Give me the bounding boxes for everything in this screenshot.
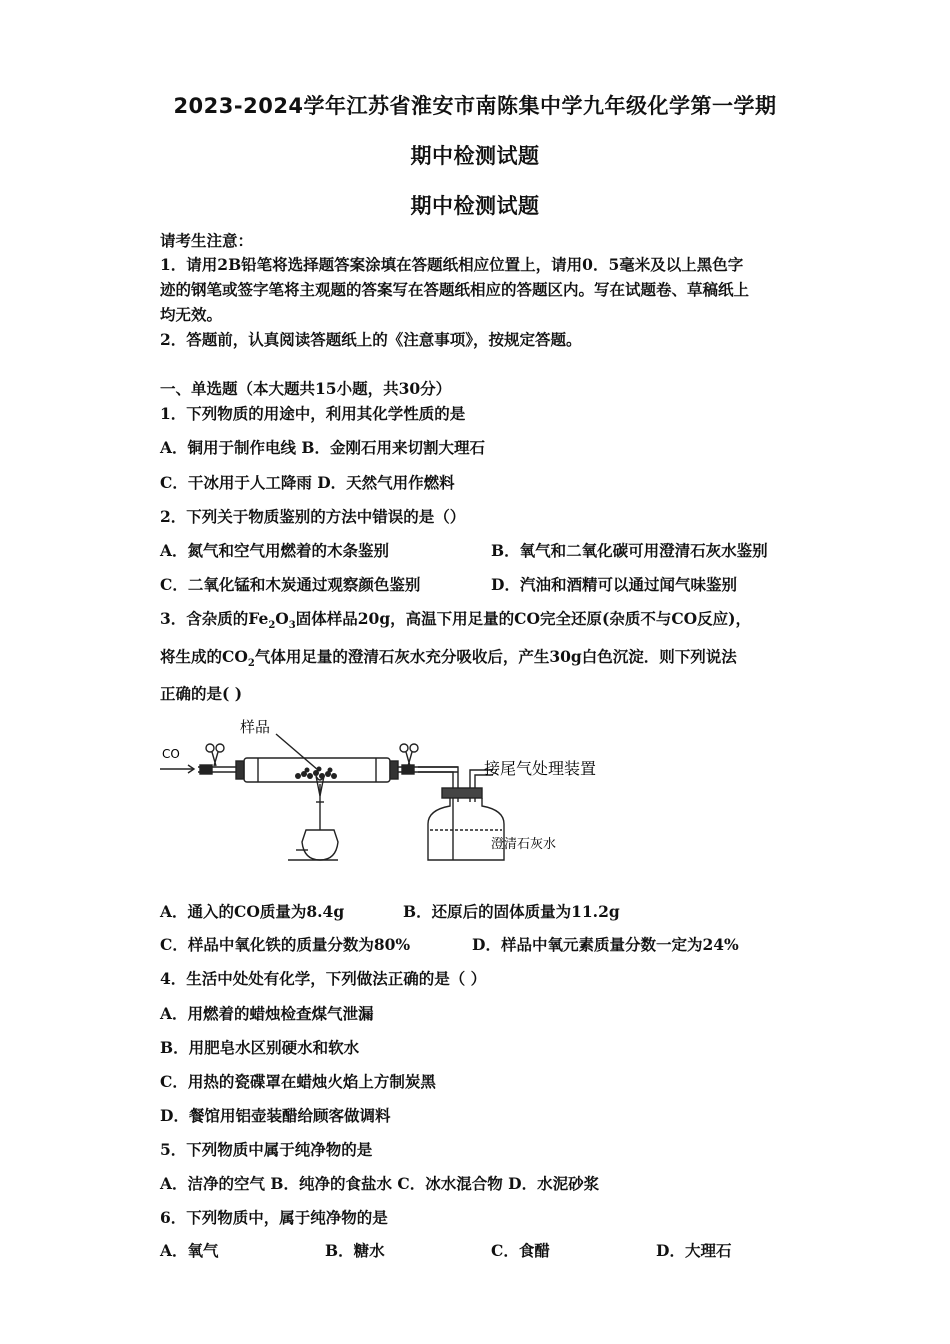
q4-option-d: D．餐馆用铝壶装醋给顾客做调料 (160, 1106, 391, 1125)
q4-option-a: A．用燃着的蜡烛检查煤气泄漏 (160, 1004, 374, 1023)
left-clamp-stopper (200, 765, 212, 774)
q6-option-b: B．糖水 (325, 1241, 385, 1260)
exam-title-line3: 期中检测试题 (410, 194, 540, 218)
q4-option-c: C．用热的瓷碟罩在蜡烛火焰上方制炭黑 (160, 1072, 436, 1091)
q3-stem-line3: 正确的是( ) (160, 684, 243, 703)
q1-options-ab: A．铜用于制作电线 B．金刚石用来切割大理石 (160, 438, 486, 457)
right-clamp-icon (400, 744, 418, 766)
q6-option-c: C．食醋 (491, 1241, 550, 1260)
notice-line-2: 迹的钢笔或签字笔将主观题的答案写在答题纸相应的答题区内。写在试题卷、草稿纸上 (160, 280, 750, 299)
q3-option-a: A．通入的CO质量为8.4g (160, 902, 345, 921)
q3-stem-line1: 3．含杂质的$Fe_2O_3$固体样品20g，高温下用足量的CO完全还原(杂质不与CO反应)， (160, 609, 752, 632)
q2-option-b: B．氧气和二氧化碳可用澄清石灰水鉴别 (491, 541, 768, 560)
co-label: CO (162, 747, 180, 761)
notice-line-4: 2．答题前，认真阅读答题纸上的《注意事项》，按规定答题。 (160, 330, 582, 349)
q3-option-b: B．还原后的固体质量为11.2g (403, 902, 620, 921)
notice-heading: 请考生注意： (160, 231, 254, 250)
exam-title-line2: 期中检测试题 (410, 144, 540, 168)
limewater-label: 澄清石灰水 (491, 837, 557, 852)
tail-gas-label: 接尾气处理装置 (484, 759, 597, 778)
exam-title-line1: 2023-2024学年江苏省淮安市南陈集中学九年级化学第一学期 (173, 94, 777, 118)
left-clamp-icon (206, 744, 224, 766)
q4-stem: 4．生活中处处有化学，下列做法正确的是（ ） (160, 969, 487, 988)
q2-option-c: C．二氧化锰和木炭通过观察颜色鉴别 (160, 575, 421, 594)
notice-line-3: 均无效。 (160, 305, 223, 324)
q3-option-c: C．样品中氧化铁的质量分数为80% (160, 935, 411, 954)
apparatus-diagram (158, 712, 618, 872)
q2-option-d: D．汽油和酒精可以通过闻气味鉴别 (491, 575, 737, 594)
q4-option-b: B．用肥皂水区别硬水和软水 (160, 1038, 360, 1057)
q3-stem-line2: 将生成的$CO_2$气体用足量的澄清石灰水充分吸收后，产生30g白色沉淀．则下列说法 (160, 647, 737, 670)
q5-stem: 5．下列物质中属于纯净物的是 (160, 1140, 373, 1159)
q6-option-a: A．氧气 (160, 1241, 219, 1260)
q3-option-d: D．样品中氧元素质量分数一定为24% (472, 935, 739, 954)
q6-option-d: D．大理石 (656, 1241, 732, 1260)
q1-stem: 1．下列物质的用途中，利用其化学性质的是 (160, 404, 466, 423)
sample-label: 样品 (240, 718, 271, 736)
q1-options-cd: C．干冰用于人工降雨 D．天然气用作燃料 (160, 473, 455, 492)
q5-options: A．洁净的空气 B．纯净的食盐水 C．冰水混合物 D．水泥砂浆 (160, 1174, 600, 1193)
q2-stem: 2．下列关于物质鉴别的方法中错误的是（） (160, 507, 466, 526)
alcohol-lamp (288, 776, 338, 860)
notice-line-1: 1．请用2B铅笔将选择题答案涂填在答题纸相应位置上，请用0．5毫米及以上黑色字 (160, 255, 744, 274)
q2-option-a: A．氮气和空气用燃着的木条鉴别 (160, 541, 390, 560)
q6-stem: 6．下列物质中，属于纯净物的是 (160, 1208, 388, 1227)
section-heading: 一、单选题（本大题共15小题，共30分） (160, 379, 452, 398)
